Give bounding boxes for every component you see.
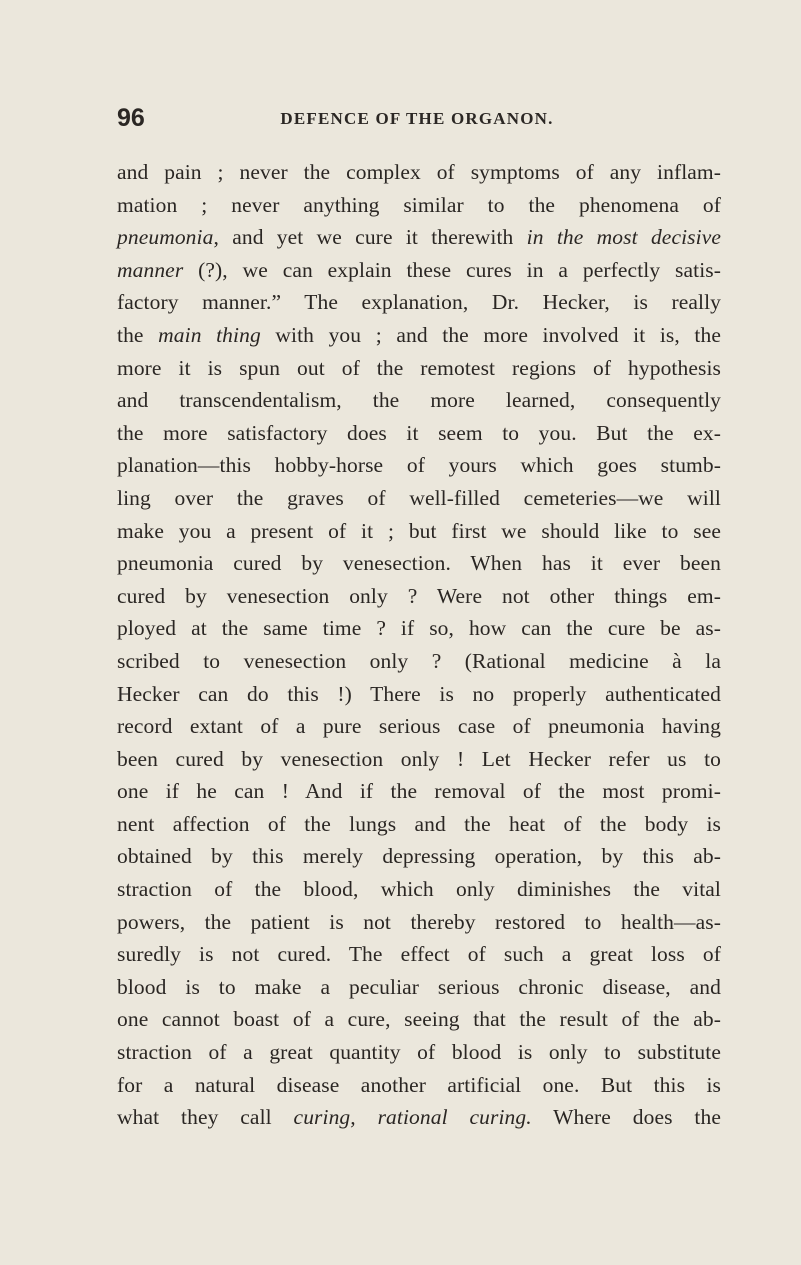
text-segment: blood is to make a peculiar serious chronic disease, and (117, 974, 721, 999)
text-segment: (?), we can explain these cures in a perfectly satis- (183, 257, 721, 282)
text-line (117, 515, 721, 548)
text-segment: record extant of a pure serious case of pneumonia having (117, 714, 721, 739)
text-line (117, 189, 721, 222)
text-segment: planation—this hobby-horse of yours which goes stumb- (117, 453, 721, 478)
text-segment: mation ; never anything similar to the phenomena of (117, 192, 721, 217)
italic-text: curing, rational curing. (293, 1105, 532, 1130)
text-line (117, 319, 721, 352)
text-segment: for a natural disease another artificial one. But this is (117, 1072, 721, 1097)
text-segment: ling over the graves of well-filled cemeteries—we will (117, 485, 721, 510)
text-segment: obtained by this merely depressing operation, by this ab- (117, 844, 721, 869)
page-number: 96 (117, 104, 145, 132)
text-segment: powers, the patient is not thereby restored to health—as- (117, 909, 721, 934)
text-segment: straction of the blood, which only diminishes the vital (117, 877, 721, 902)
text-line (117, 678, 721, 711)
text-line (117, 221, 721, 254)
text-segment: pneumonia cured by venesection. When has it ever been (117, 551, 721, 576)
text-segment: straction of a great quantity of blood is only to substitute (117, 1040, 721, 1065)
text-segment: and transcendentalism, the more learned, consequently (117, 388, 721, 413)
text-segment: scribed to venesection only ? (Rational medicine à la (117, 648, 721, 673)
text-segment: Hecker can do this !) There is no properly authenticated (117, 681, 721, 706)
running-title: DEFENCE OF THE ORGANON. (280, 109, 554, 128)
body-text (117, 156, 721, 1134)
text-segment: the more satisfactory does it seem to you. But the ex- (117, 420, 721, 445)
text-line (117, 971, 721, 1004)
text-line (117, 645, 721, 678)
text-segment: cured by venesection only ? Were not other things em- (117, 583, 721, 608)
text-line (117, 612, 721, 645)
text-line (117, 352, 721, 385)
italic-text: in the most decisive (526, 225, 721, 250)
text-line (117, 1036, 721, 1069)
text-segment: been cured by venesection only ! Let Hecker refer us to (117, 746, 721, 771)
text-line (117, 449, 721, 482)
text-segment: nent affection of the lungs and the heat of the body is (117, 811, 721, 836)
text-line (117, 710, 721, 743)
running-head (117, 100, 717, 136)
text-segment: what they call (117, 1105, 294, 1130)
text-segment: with you ; and the more involved it is, the (260, 322, 721, 347)
text-line (117, 254, 721, 287)
text-line (117, 580, 721, 613)
text-line (117, 1101, 721, 1134)
text-line (117, 938, 721, 971)
italic-text: main thing (158, 322, 261, 347)
text-segment: Where does the (531, 1105, 721, 1130)
text-segment: ployed at the same time ? if so, how can the cure be as- (117, 616, 721, 641)
italic-text: manner (117, 257, 184, 282)
text-segment: , and yet we cure it therewith (213, 225, 527, 250)
text-segment: make you a present of it ; but first we should like to see (117, 518, 721, 543)
text-segment: factory manner.” The explanation, Dr. Hecker, is really (117, 290, 721, 315)
text-segment: one cannot boast of a cure, seeing that the result of the ab- (117, 1007, 721, 1032)
text-line (117, 417, 721, 450)
text-line (117, 808, 721, 841)
text-line (117, 873, 721, 906)
text-segment: one if he can ! And if the removal of the most promi- (117, 779, 721, 804)
text-segment: and pain ; never the complex of symptoms of any inflam- (117, 160, 721, 184)
text-line (117, 775, 721, 808)
text-line (117, 743, 721, 776)
text-line (117, 547, 721, 580)
text-line (117, 840, 721, 873)
text-line (117, 156, 721, 189)
italic-text: pneumonia (117, 225, 214, 250)
text-segment: more it is spun out of the remotest regions of hypothesis (117, 355, 721, 380)
text-segment: the (117, 322, 159, 347)
text-segment: suredly is not cured. The effect of such a great loss of (117, 942, 721, 967)
text-line (117, 906, 721, 939)
text-line (117, 1069, 721, 1102)
text-line (117, 1003, 721, 1036)
text-line (117, 482, 721, 515)
text-line (117, 384, 721, 417)
text-line (117, 286, 721, 319)
